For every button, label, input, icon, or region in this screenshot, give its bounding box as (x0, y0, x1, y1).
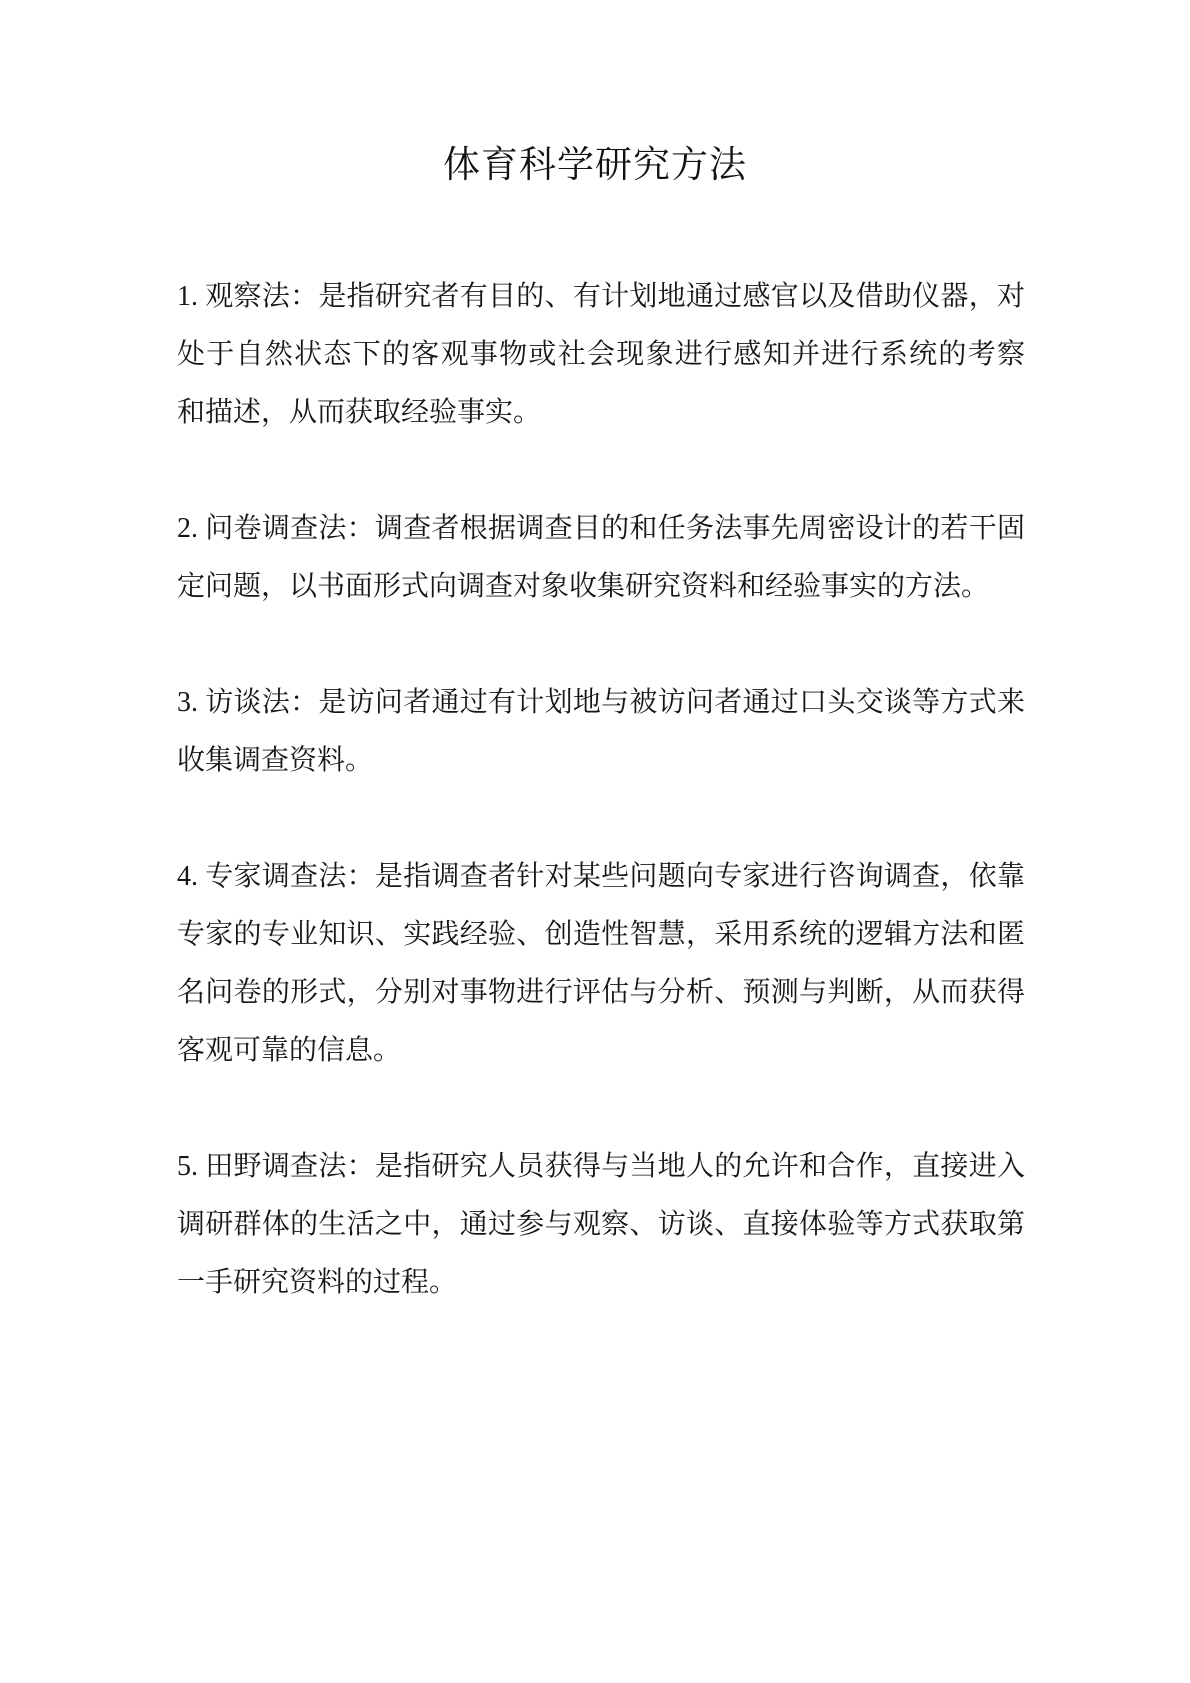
paragraph-line: 4. 专家调查法：是指调查者针对某些问题向专家进行咨询调查，依靠 (177, 861, 1025, 892)
paragraph-line: 收集调查资料。 (177, 745, 374, 776)
paragraph-interview-method (177, 674, 1025, 790)
paragraph-questionnaire-method (177, 500, 1025, 616)
paragraph-line: 调研群体的生活之中，通过参与观察、访谈、直接体验等方式获取第 (177, 1209, 1025, 1240)
paragraph-field-survey-method (177, 1138, 1025, 1312)
paragraph-line: 3. 访谈法：是访问者通过有计划地与被访问者通过口头交谈等方式来 (177, 687, 1025, 718)
paragraph-line: 5. 田野调查法：是指研究人员获得与当地人的允许和合作，直接进入 (177, 1151, 1025, 1182)
paragraph-line: 1. 观察法：是指研究者有目的、有计划地通过感官以及借助仪器，对 (177, 281, 1025, 312)
document-body (177, 268, 1025, 1312)
paragraph-line: 2. 问卷调查法：调查者根据调查目的和任务法事先周密设计的若干固 (177, 513, 1025, 544)
paragraph-line: 和描述，从而获取经验事实。 (177, 397, 542, 428)
paragraph-line: 客观可靠的信息。 (177, 1035, 402, 1066)
paragraph-observation-method (177, 268, 1025, 442)
paragraph-line: 名问卷的形式，分别对事物进行评估与分析、预测与判断，从而获得 (177, 977, 1025, 1008)
document-title: 体育科学研究方法 (443, 145, 747, 186)
paragraph-expert-survey-method (177, 848, 1025, 1080)
paragraph-line: 一手研究资料的过程。 (177, 1267, 458, 1298)
paragraph-line: 处于自然状态下的客观事物或社会现象进行感知并进行系统的考察 (177, 339, 1025, 370)
paragraph-line: 专家的专业知识、实践经验、创造性智慧，采用系统的逻辑方法和匿 (177, 919, 1025, 950)
paragraph-line: 定问题，以书面形式向调查对象收集研究资料和经验事实的方法。 (177, 571, 990, 602)
